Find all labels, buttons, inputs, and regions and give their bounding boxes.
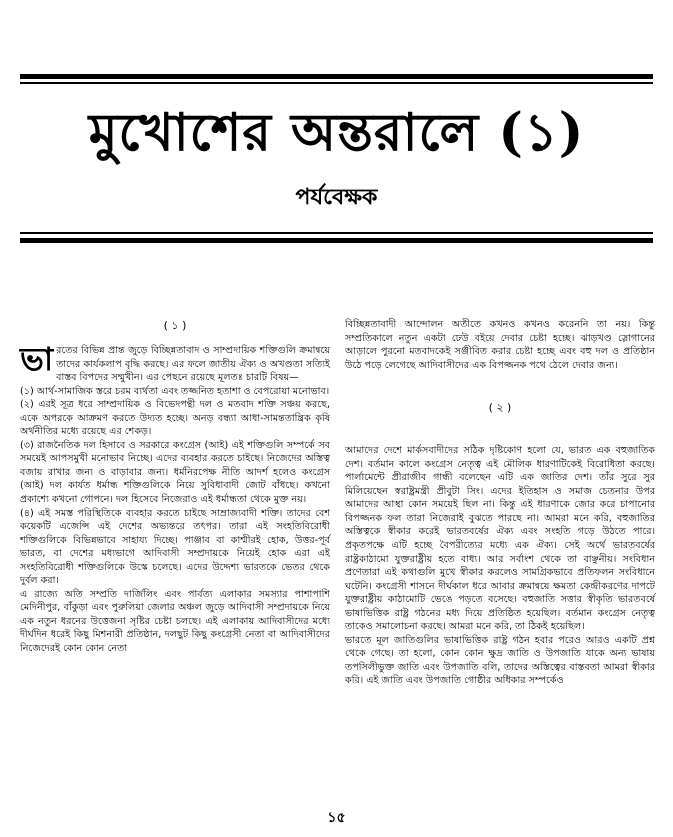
left-column (20, 318, 330, 656)
paragraph: ভারতে মূল জাতিগুলির ভাষাভিত্তিক রাষ্ট্র গঠন হবার পরেও আরও একটি প্রশ্ন থেকে গেছে। তা হলো, কোন কোন ক্ষুদ্র জাতি ও উপজাতি যাকে অন্য ভাষায় তপসিলীভুক্ত জাতি এবং উপজাতি বলি, তাদের অস্তিত্বের বাস্তবতা আমরা স্বীকার করি। এই জাতি এবং উপজাতি গোষ্ঠীর অধিকার সম্পর্কেও (345, 634, 655, 687)
paragraph-intro: ভারতের বিভিন্ন প্রান্ত জুড়ে বিচ্ছিন্নতাবাদ ও সাম্প্রদায়িক শক্তিগুলি ক্রমান্বয়ে তাদের কার্যকলাপ বৃদ্ধি করছে। এর ফলে জাতীয় ঐক্য ও অখণ্ডতা সত্যিই বাস্তব বিপদের সম্মুখীন। এর পেছনে রয়েছে মূলতঃ চারটি বিষয়— (20, 340, 330, 384)
header-rule-bottom-thick (20, 238, 653, 243)
header-rule-top-thin (20, 82, 653, 84)
header-rule-bottom-thin (20, 232, 653, 234)
article-title: মুখোশের অন্তরালে (১) (88, 102, 585, 163)
paragraph: আমাদের দেশে মার্কসবাদীদের সঠিক দৃষ্টিকোণ হলো যে, ভারত এক বহুজাতিক দেশ। বর্তমান কালে কংগ্রেস নেতৃত্ব এই মৌলিক ধারণাটিকেই বিরোধিতা করছে। পার্লামেন্টে প্রীরাজীব গান্ধী বলেছেন এটি এক জাতির দেশ। তাঁর সুরে সুর মিলিয়েছেন স্বরাষ্ট্রমন্ত্রী প্রীবুটা সিং। এদের ইতিহাস ও সমাজ চেতনার উপর আমাদের আস্থা কোন সময়েই ছিল না। কিন্তু এই ধারণাকে জোর করে চাপানোর বিপজ্জনক ফল তারা নিজেরাই বুঝতে পারছে না। আমরা মনে করি, বহুজাতির অস্তিত্বকে স্বীকার করেই ভারতবর্ষের ঐক্য এবং সংহতি গড়ে উঠতে পারে। প্রকৃতপক্ষে এটি হচ্ছে বৈপরীত্যের মধ্যে এক ঐক্য। সেই অর্থে ভারতবর্ষের রাষ্ট্রকাঠামো যুক্তরাষ্ট্রীয় হতে বাধ্য। আর সর্বাংশ থেকে তা বাঞ্ছনীয়। সংবিধান প্রণেতারা এই কথাগুলি মুখে স্বীকার করলেও সামগ্রিকভাবে প্রতিফলন সংবিধানে ঘটেনি। কংগ্রেসী শাসনে দীর্ঘকাল ধরে আবার ক্রমান্বয়ে ক্ষমতা কেন্দ্রীকরণের দাপটে যুক্তরাষ্ট্রীয় কাঠামোটি ভেঙে পড়তে বসেছে। বহুজাতি সত্তার স্বীকৃতি ভারতবর্ষে ভাষাভিত্তিক রাষ্ট্র গঠনের মধ্য দিয়ে প্রতিষ্ঠিত হয়েছিল। বর্তমান কংগ্রেস নেতৃত্ব তাকেও সমালোচনা করছে। আমরা মনে করি, তা ঠিকই হয়েছিল। (345, 445, 655, 633)
drop-cap: ভা (20, 340, 54, 378)
paragraph-continued: বিচ্ছিন্নতাবাদী আন্দোলন অতীতে কখনও কখনও করেননি তা নয়। কিন্তু সম্প্রতিকালে নতুন একটা ঢেউ বইয়ে দেবার চেষ্টা হচ্ছে। ঝাড়খণ্ড স্লোগানের আড়ালে পুরনো মতবাদকেই সঞ্জীবিত করার চেষ্টা হচ্ছে এবং বহু দল ও প্রতিষ্ঠান উঠে পড়ে লেগেছে আদিবাসীদের এক বিপজ্জনক পথে ঠেলে দেবার জন্য। (345, 319, 655, 371)
paragraph: (১) আর্থ-সামাজিক স্তরে চরম ব্যর্থতা এবং তজ্জনিত হতাশা ও বেপরোয়া মনোভাব। (20, 385, 330, 397)
section-number-2: ( ২ ) (488, 401, 512, 415)
header-rule-top-thick (20, 74, 653, 79)
right-column (345, 318, 655, 688)
paragraph: এ রাজ্যে অতি সম্প্রতি দার্জিলিং এবং পার্বত্য এলাকার সমস্যার পাশাপাশি মেদিনীপুর, বাঁকুড়া এবং পুরুলিয়া জেলার অঞ্চল জুড়ে আদিবাসী সম্প্রদায়কে নিয়ে এক নতুন ধরনের উত্তেজনা সৃষ্টির চেষ্টা চলছে। এই এলাকায় আদিবাসীদের মধ্যে দীর্ঘদিন ধরেই কিছু মিশনারী প্রতিষ্ঠান, দলছুট কিছু কংগ্রেসী নেতা বা আদিবাসীদের নিজেদেরই কোন কোন নেতা (20, 588, 330, 655)
section-number-1: ( ১ ) (163, 319, 187, 332)
page-number: ১৫ (327, 810, 346, 826)
paragraph: (২) এরই সূত্র ধরে সাম্প্রদায়িক ও বিভেদপন্থী দল ও মতবাদ শক্তি সঞ্চয় করছে, একে অপরকে আক্রমণ করতে উদ্যত হচ্ছে। অনড় বন্ধ্যা আধা-সামন্ততান্ত্রিক কৃষি অর্থনীতির মধ্যে রয়েছে এর শেকড়। (20, 399, 330, 438)
author-byline: পর্যবেক্ষক (295, 185, 378, 210)
paragraph: (৩) রাজনৈতিক দল হিসাবে ও সরকারে কংগ্রেস (আই) এই শক্তিগুলি সম্পর্কে সব সময়েই আপসমুখী মনোভাব নিচ্ছে। এদের ব্যবহার করতে চাইছে। নিজেদের অস্তিত্ব বজায় রাখার জন্য ও বাড়াবার জন্য। ধর্মনিরপেক্ষ নীতি আদর্শ হলেও কংগ্রেস (আই) দল কার্যত ধর্মান্ধ শক্তিগুলিকে নিয়ে সুবিধাবাদী জোট বাঁধছে। কখনো প্রকাশ্যে কখনো গোপনে। দল হিসেবে নিজেরাও এই ধর্মান্ধতা থেকে মুক্ত নয়। (20, 439, 330, 506)
paragraph: (৪) এই সমস্ত পরিস্থিতিকে ব্যবহার করতে চাইছে সাম্রাজ্যবাদী শক্তি। তাদের বেশ কয়েকটি এজেন্সি এই দেশের অভ্যন্তরে তৎপর। তারা এই সংহতিবিরোধী শক্তিগুলিকে বিভিন্নভাবে সাহায্য দিচ্ছে। পাঞ্জাব বা কাশ্মীরই হোক, উত্তর-পূর্ব ভারত, বা দেশের মধ্যভাগে আদিবাসী সম্প্রদায়কে নিয়েই হোক এরা এই সংহতিবিরোধী শক্তিগুলিকে উস্কে চলেছে। এদের উদ্দেশ্য ভারতকে ভেতর থেকে দুর্বল করা। (20, 507, 330, 587)
